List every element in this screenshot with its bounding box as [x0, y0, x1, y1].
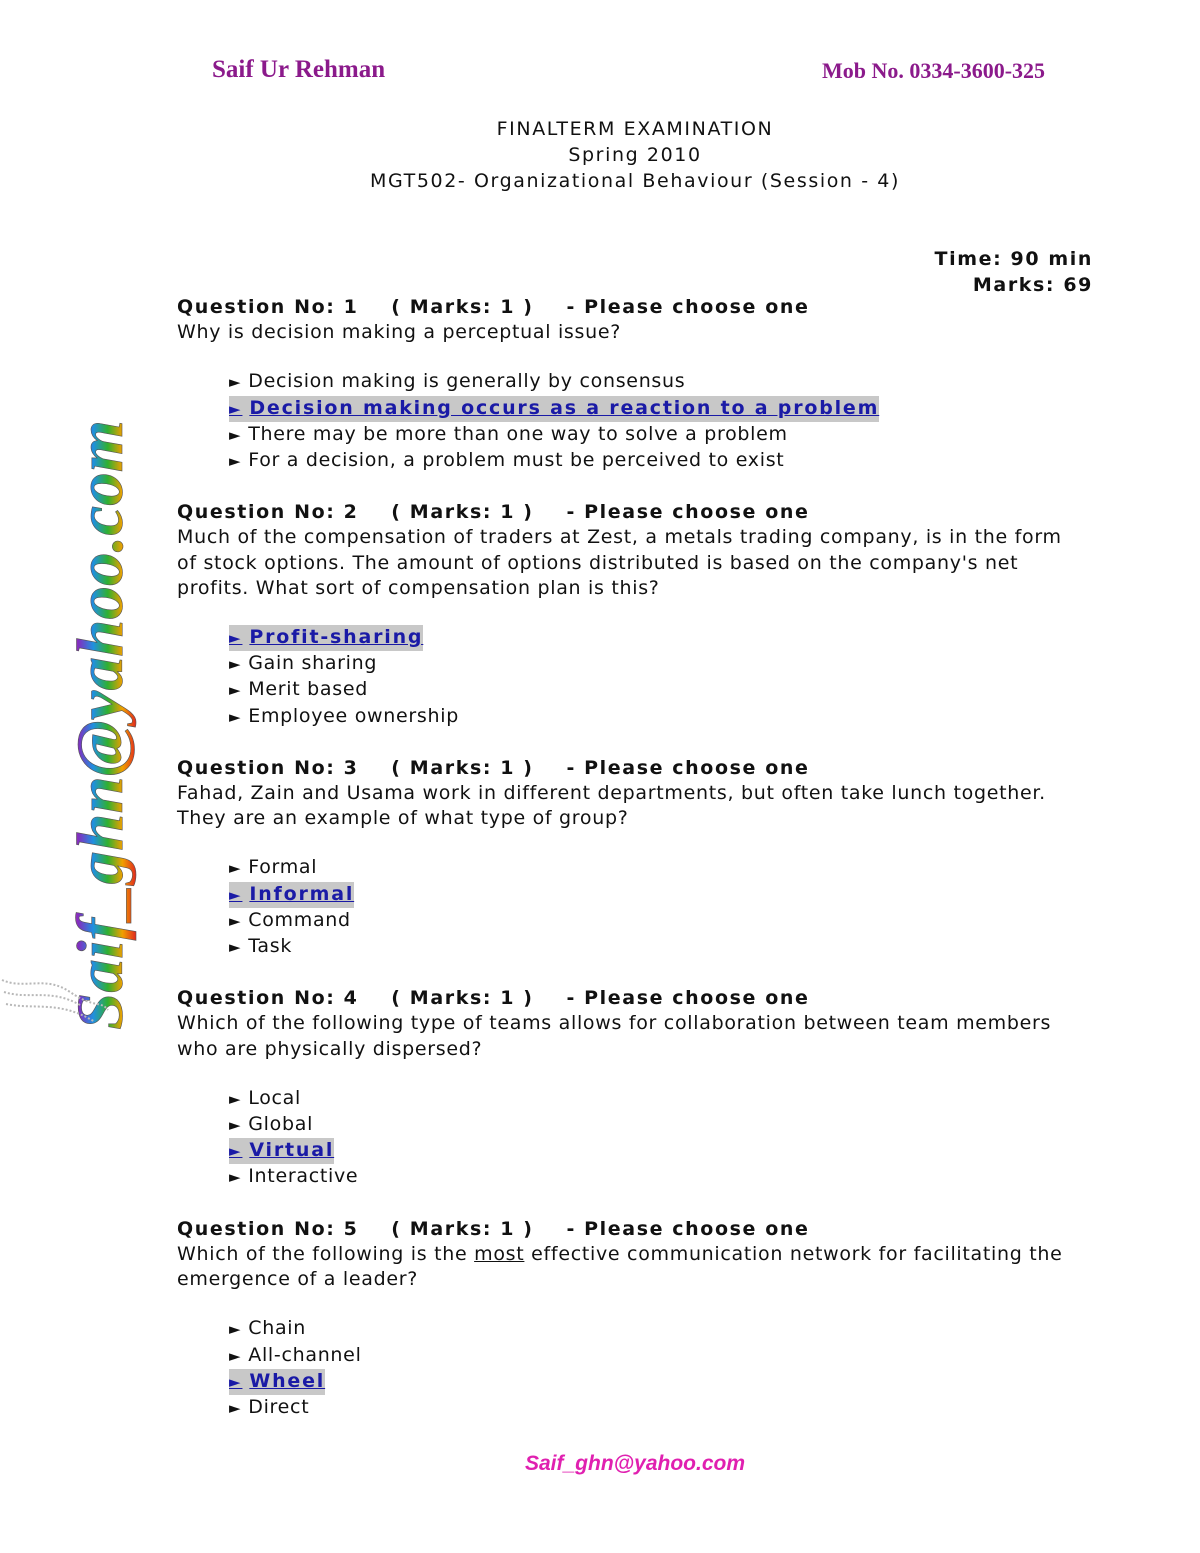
option[interactable]: ► Formal	[229, 856, 318, 879]
option-correct-answer[interactable]: ► Wheel	[229, 1369, 325, 1395]
author-name: Saif Ur Rehman	[212, 56, 386, 83]
option-marker-icon: ►	[229, 885, 243, 904]
question-heading: Question No: 3 ( Marks: 1 ) - Please choose one	[177, 756, 810, 779]
exam-titles	[0, 116, 1200, 194]
exam-title: FINALTERM EXAMINATION	[496, 118, 774, 140]
question-heading: Question No: 1 ( Marks: 1 ) - Please choose one	[177, 296, 810, 318]
question-5	[177, 1217, 1087, 1421]
exam-meta	[935, 246, 1093, 298]
option-marker-icon: ►	[229, 938, 242, 957]
exam-term: Spring 2010	[568, 144, 702, 166]
option-marker-icon: ►	[229, 655, 242, 674]
exam-marks: Marks: 69	[972, 274, 1093, 296]
option[interactable]: ► Merit based	[229, 678, 368, 701]
option-marker-icon: ►	[229, 1142, 243, 1161]
option[interactable]: ► For a decision, a problem must be perceived to exist	[229, 449, 785, 472]
option-marker-icon: ►	[229, 1116, 242, 1135]
option-marker-icon: ►	[229, 1168, 242, 1187]
question-3	[177, 756, 1087, 960]
option-marker-icon: ►	[229, 373, 242, 392]
option-marker-icon: ►	[229, 707, 242, 726]
option[interactable]: ► All-channel	[229, 1343, 362, 1366]
mobile-number: Mob No. 0334-3600-325	[822, 58, 1046, 83]
watermark-scribble	[0, 970, 110, 1030]
option-marker-icon: ►	[229, 452, 242, 471]
option-marker-icon: ►	[229, 629, 243, 648]
question-heading: Question No: 5 ( Marks: 1 ) - Please choose one	[177, 1217, 810, 1240]
option-marker-icon: ►	[229, 911, 242, 930]
question-text: Much of the compensation of traders at Zest, a metals trading company, is in the form of stock options. The amount of options distributed is based on the company's net profits. What sort of compensation plan is this?	[177, 526, 1062, 599]
question-heading: Question No: 2 ( Marks: 1 ) - Please choose one	[177, 501, 810, 524]
option-marker-icon: ►	[229, 1320, 242, 1339]
option[interactable]: ► Decision making is generally by consensus	[229, 370, 686, 393]
exam-course: MGT502- Organizational Behaviour (Session - 4)	[369, 170, 901, 192]
option-marker-icon: ►	[229, 1346, 242, 1365]
option[interactable]: ► Direct	[229, 1395, 310, 1418]
question-text: Fahad, Zain and Usama work in different departments, but often take lunch together. They are an example of what type of group?	[177, 782, 1046, 830]
emphasis-most: most	[474, 1242, 525, 1265]
option-correct-answer[interactable]: ► Profit-sharing	[229, 625, 423, 651]
option-marker-icon: ►	[229, 425, 242, 444]
option-correct-answer[interactable]: ► Informal	[229, 882, 354, 908]
footer-email: Saif_ghn@yahoo.com	[524, 1452, 745, 1475]
option[interactable]: ► Interactive	[229, 1165, 359, 1188]
option[interactable]: ► Chain	[229, 1317, 307, 1340]
exam-time: Time: 90 min	[934, 248, 1093, 270]
option[interactable]: ► Local	[229, 1086, 301, 1109]
question-4	[177, 986, 1087, 1190]
option[interactable]: ► Task	[229, 935, 293, 958]
option[interactable]: ► Gain sharing	[229, 652, 378, 675]
option[interactable]: ► Employee ownership	[229, 704, 459, 727]
option-marker-icon: ►	[229, 1089, 242, 1108]
option-list	[229, 1316, 1087, 1421]
question-1	[177, 295, 1087, 474]
watermark-text: Saif_ghn@yahoo.com	[64, 430, 137, 1030]
option-list	[229, 855, 1087, 960]
question-text: Which of the following is the most effective communication network for facilitating the emergence of a leader?	[177, 1242, 1063, 1291]
question-text: Why is decision making a perceptual issue?	[177, 321, 622, 344]
option-marker-icon: ►	[229, 1372, 243, 1391]
option-list	[229, 625, 1087, 730]
watermark-email	[60, 415, 140, 1035]
option-correct-answer[interactable]: ► Virtual	[229, 1138, 334, 1164]
option-marker-icon: ►	[229, 1398, 242, 1417]
question-heading: Question No: 4 ( Marks: 1 ) - Please choose one	[177, 987, 810, 1010]
question-list	[177, 295, 1087, 1447]
option-list	[229, 369, 1087, 474]
option[interactable]: ► There may be more than one way to solve a problem	[229, 422, 788, 445]
option[interactable]: ► Global	[229, 1113, 314, 1136]
option[interactable]: ► Command	[229, 908, 351, 931]
option-correct-answer[interactable]: ► Decision making occurs as a reaction to a problem	[229, 396, 879, 422]
option-marker-icon: ►	[229, 859, 242, 878]
option-list	[229, 1086, 1087, 1191]
option-marker-icon: ►	[229, 681, 242, 700]
option-marker-icon: ►	[229, 399, 243, 418]
question-2	[177, 500, 1087, 730]
question-text: Which of the following type of teams allows for collaboration between team members who are physically dispersed?	[177, 1012, 1052, 1060]
